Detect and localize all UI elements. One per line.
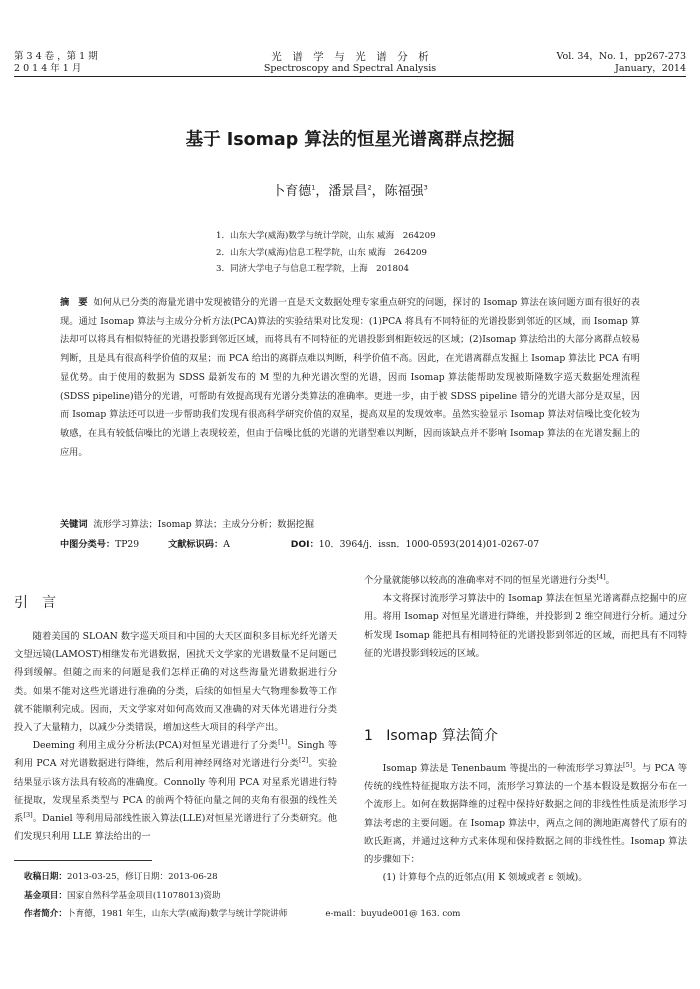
author-name: 卜育德 — [272, 184, 312, 199]
footnote-text: 卜育德，1981 年生，山东大学(威海)数学与统计学院讲师 — [66, 909, 288, 920]
paragraph-text: 。与 PCA 等传统的线性特征提取方法不同，流形学习算法的一个基本假设是数据分布在一个流形上。如何在数据降维的过程中保持好数据之间的非线性性质是流形学习算法考虑的主要问题。在 Isomap 算法中，两点之间的测地距离替代了原有的欧氏距离，并通过这种方式来体现和保持数据之间的非线性性。Isomap 算法的步骤如下： — [364, 763, 687, 866]
paragraph-text: 。实验结果显示该方法具有较高的准确度。Connolly 等利用 PCA 对星系光谱进行特征提取，发现星系类型与 PCA 的前两个特征向量之间的夹角有很强的线性关系 — [14, 758, 337, 825]
keywords — [60, 516, 660, 534]
doi-label: DOI： — [290, 539, 319, 550]
header-rule — [14, 76, 686, 77]
doc-code-value: A — [223, 539, 230, 550]
footnote-text: 国家自然科学基金项目(11078013)资助 — [66, 890, 221, 901]
author-affil-mark: 3 — [423, 183, 428, 192]
journal-title — [200, 51, 500, 75]
paragraph-text: 。Daniel 等利用局部线性嵌入算法(LLE)对恒星光谱进行了分类研究。他们发现只利用 LLE 算法给出的一 — [14, 813, 337, 843]
section-number: 1 — [364, 728, 373, 744]
left-column — [14, 628, 337, 846]
section-1-heading — [364, 725, 498, 745]
month-year: January，2014 — [615, 63, 686, 74]
abstract-label: 摘 要 — [60, 297, 88, 308]
footnote-rule — [14, 860, 152, 861]
abstract — [60, 294, 640, 462]
affiliation-item: 3．同济大学电子与信息工程学院，上海 201804 — [216, 264, 409, 275]
section-1-paragraph — [364, 760, 687, 869]
journal-citation — [557, 51, 686, 75]
journal-issue — [14, 51, 98, 75]
keywords-label: 关键词 — [60, 519, 88, 530]
clc-value: TP29 — [115, 539, 140, 550]
paragraph-text: 。 — [605, 575, 615, 586]
author-list: 卜育德$^1$，潘景昌$^2$，陈福强$^3$ — [272, 183, 428, 199]
author-email: e-mail：buyude001@ 163. com — [325, 909, 461, 920]
intro-paragraph-3 — [364, 572, 687, 590]
footnote-label: 作者简介： — [24, 909, 67, 920]
algorithm-step-1: (1) 计算每个点的近邻点(用 K 领域或者 ε 领域)。 — [382, 872, 588, 884]
citation-ref: [2] — [299, 756, 309, 765]
clc-label: 中图分类号： — [60, 539, 116, 550]
abstract-text: 如何从已分类的海量光谱中发现被错分的光谱一直是天文数据处理专家重点研究的问题，探讨的 Isomap 算法在该问题方面有很好的表现。通过 Isomap 算法与主成分分析方法(PCA)算法的实验结果对比发现：(1)PCA 将具有不同特征的光谱投影到邻近的区域，而 Isomap 算法却可以将具有相似特征的光谱投影到邻近区域，而将具有不同特征的光谱投影到相距较远的区域；(2)Isomap 算法给出的大部分离群点较易判断，且是具有很高科学价值的双星；而 PCA 给出的离群点难以判断，科学价值不高。因此，在光谱离群点发掘上 Isomap 算法比 PCA 有明显优势。由于使用的数据为 SDSS 最新发布的 M 型的九种光谱次型的光谱，因而 Isomap 算法能帮助发现被斯隆数字巡天数据处理流程(SDSS pipeline)错分的光谱，可帮助有效提高现有光谱分类算法的准确率。更进一步，由于被 SDSS pipeline 错分的光谱大部分是双星，因而 Isomap 算法还可以进一步帮助我们发现有很高科学研究价值的双星，提高双星的发现效率。虽然实验显示 Isomap 算法对信噪比变化较为敏感，在具有较低信噪比的光谱上表现较差，但由于信噪比低的光谱的光谱型难以判断，因而该缺点并不影响 Isomap 算法的在光谱发掘上的应用。 — [60, 297, 640, 458]
section-title: Isomap 算法简介 — [386, 728, 498, 744]
journal-title-cn: 光 谱 学 与 光 谱 分 析 — [271, 51, 429, 63]
vol-pages: Vol. 34，No. 1，pp267-273 — [556, 51, 686, 62]
journal-title-en: Spectroscopy and Spectral Analysis — [263, 63, 437, 74]
footnote-text: 2013-03-25，修订日期：2013-06-28 — [66, 872, 218, 882]
right-column-top — [364, 572, 687, 663]
footnote-fund — [24, 887, 460, 906]
citation-ref: [1] — [278, 738, 288, 747]
footnotes — [24, 868, 460, 924]
doc-code-label: 文献标识码： — [168, 539, 224, 550]
classification — [60, 536, 660, 554]
author-affil-mark: 1 — [311, 183, 316, 192]
footnote-received — [24, 868, 460, 887]
paragraph-text: 个分量就能够以较高的准确率对不同的恒星光谱进行分类 — [364, 575, 597, 586]
keywords-text: 流形学习算法；Isomap 算法；主成分分析；数据挖掘 — [93, 519, 315, 530]
intro-paragraph-2 — [14, 737, 337, 846]
author-name: 陈福强 — [384, 184, 424, 199]
affiliation-item: 2．山东大学(威海)信息工程学院，山东 威海 264209 — [216, 247, 427, 258]
intro-paragraph-1: 随着美国的 SLOAN 数字巡天项目和中国的大天区面积多目标光纤光谱天文望远镜(LAMOST)相继发布光谱数据，困扰天文学家的光谱数量不足问题已得到缓解。但随之而来的问题是我们怎样正确的对这些海量光谱数据进行分类。如果不能对这些光谱进行准确的分类，后续的如恒星大气物理参数等工作就不能顺利完成。因而，天文学家对如何高效而又准确的对天体光谱进行分类投入了大量精力，以减少分类错误，增加这些大项目的科学产出。 — [14, 631, 337, 734]
paragraph-text: Isomap 算法是 Tenenbaum 等提出的一种流形学习算法 — [382, 763, 624, 774]
citation-ref: [5] — [623, 760, 633, 769]
citation-ref: [3] — [23, 810, 33, 819]
footnote-label: 收稿日期： — [24, 872, 67, 882]
footnote-bio — [24, 905, 460, 924]
paper-title: 基于 Isomap 算法的恒星光谱离群点挖掘 — [185, 130, 515, 150]
paragraph-text: 。Singh 等利用 PCA 对光谱数据进行降维，然后利用神经网络对光谱进行分类 — [14, 740, 337, 770]
doi-value: 10．3964/j．issn．1000-0593(2014)01-0267-07 — [318, 539, 540, 550]
author-name: 潘景昌 — [328, 184, 368, 199]
footnote-label: 基金项目： — [24, 890, 67, 901]
intro-paragraph-4: 本文将探讨流形学习算法中的 Isomap 算法在恒星光谱离群点挖掘中的应用。将用 Isomap 对恒星光谱进行降维，并投影到 2 维空间进行分析。通过分析发现 Isomap 能把具有相同特征的光谱投影到邻近的区域，而把具有不同特征的光谱投影到较远的区域。 — [364, 593, 687, 659]
publication-date: 2 0 1 4 年 1 月 — [14, 63, 82, 74]
affiliations — [216, 228, 436, 278]
intro-heading: 引 言 — [14, 595, 56, 611]
author-affil-mark: 2 — [367, 183, 372, 192]
affiliation-item: 1．山东大学(威海)数学与统计学院，山东 威海 264209 — [216, 231, 436, 241]
volume-issue: 第 3 4 卷 ，第 1 期 — [14, 51, 98, 62]
citation-ref: [4] — [596, 572, 606, 581]
paragraph-text: Deeming 利用主成分分析法(PCA)对恒星光谱进行了分类 — [32, 740, 279, 752]
